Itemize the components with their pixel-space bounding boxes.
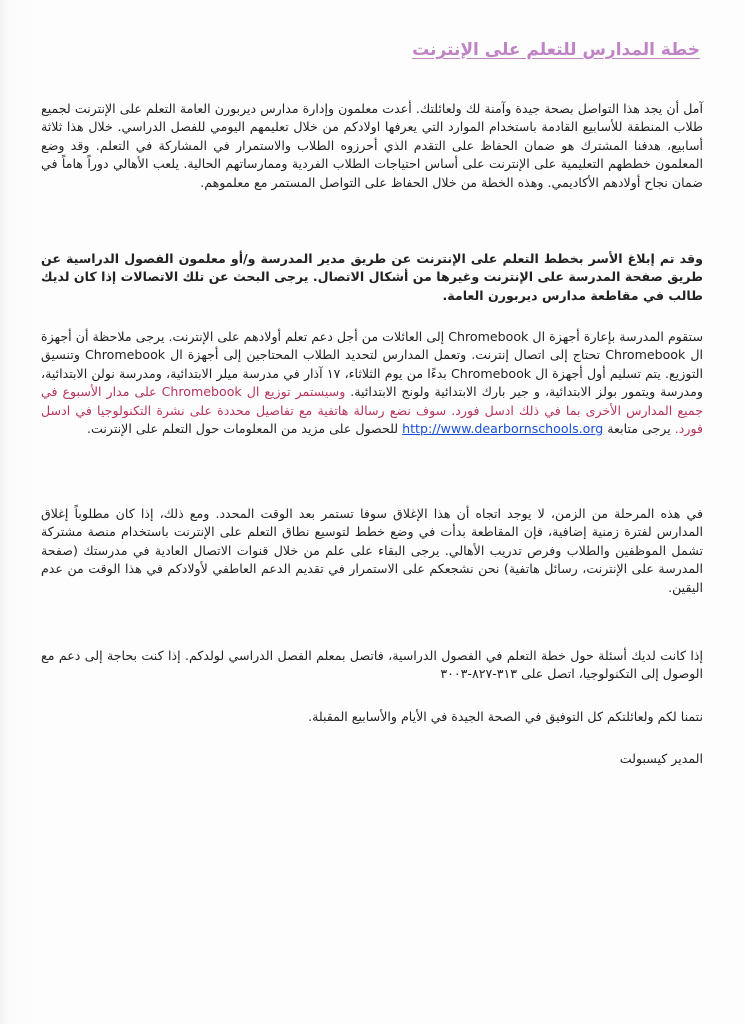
paragraph-chromebook [41,328,703,438]
chromebook-distribution-highlight: وسيستمر توزيع ال Chromebook على مدار الأسبوع في جميع المدارس الأخرى بما في ذلك ادسل فورد. سوف نضع رسالة هاتفية مع تفاصيل محددة على نشرة التكنولوجيا في ادسل فورد. [41,384,703,437]
paragraph-wishes: نتمنا لكم ولعائلتكم كل التوفيق في الصحة الجيدة في الأيام والأسابيع المقبلة. [308,709,703,724]
signature: المدير كيسبولت [619,751,703,766]
district-website-link[interactable]: http://www.dearbornschools.org [402,421,604,437]
paragraph-notification: وقد تم إبلاغ الأسر بخطط التعلم على الإنترنت عن طريق مدير المدرسة و/أو معلمون الفصول الدراسية عن طريق صفحة المدرسة على الإنترنت وغيرها من أشكال الاتصال. يرجى البحث عن تلك الاتصالات إذا كان لديك طالب في مقاطعة مدارس ديربورن العامة. [41,251,703,303]
info-text: للحصول على مزيد من المعلومات حول التعلم على الإنترنت. [87,421,403,437]
follow-text: يرجى متابعة [603,421,675,437]
paragraph-intro: آمل أن يجد هذا التواصل بصحة جيدة وآمنة لك ولعائلتك. أعدت معلمون وإدارة مدارس ديربورن العامة التعلم على الإنترنت لجميع طلاب المنطقة للأسابيع القادمة باستخدام الموارد التي يعرفها اولادكم من خلال تعليمهم اليومي للفصل الدراسي. خلال هذا ثلاثة أسابيع، هدفنا المشترك هو ضمان الحفاظ على التقدم الذي أحرزوه الطلاب والاستمرار في المشاركة في التعلم. وقد وضع المعلمون خططهم التعليمية على الإنترنت على أساس احتياجات الطلاب الفردية وممارساتهم الحالية. يلعب الأهالي دوراً هاماً في ضمان نجاح أولادهم الأكاديمي. وهذه الخطة من خلال الحفاظ على التواصل المستمر مع معلموهم. [41,101,703,190]
document-title: خطة المدارس للتعلم على الإنترنت [412,40,700,60]
paragraph-questions: إذا كانت لديك أسئلة حول خطة التعلم في الفصول الدراسية، فاتصل بمعلم الفصل الدراسي لولدكم. إذا كنت بحاجة إلى دعم مع الوصول إلى التكنولوجيا، اتصل على ٣١٣-٨٢٧-٣٠٠٣ [41,648,703,682]
paragraph-closure: في هذه المرحلة من الزمن، لا يوجد اتجاه أن هذا الإغلاق سوفا تستمر بعد الوقت المحدد. ومع ذلك، إذا كان مطلوباً إغلاق المدارس لفترة زمنية إضافية، فإن المقاطعة بدأت في وضع خطط لتوسيع نطاق التعلم على الإنترنت باستخدام منصة مشتركة تشمل الموظفين والطلاب وفرص تدريب الأهالي. يرجى البقاء على علم من خلال قنوات الاتصال العادية في مدرستك (صفحة المدرسة على الإنترنت، رسائل هاتفية) نحن نشجعكم على الاستمرار في تقديم الدعم العاطفي لأولادكم في هذا الوقت من عدم اليقين. [41,506,703,595]
chromebook-text: ستقوم المدرسة بإعارة أجهزة ال Chromebook إلى العائلات من أجل دعم تعلم أولادهم على الإنترنت. يرجى ملاحظة أن أجهزة ال Chromebook تحتاج إلى اتصال إنترنت. وتعمل المدارس لتحديد الطلاب المحتاجين إلى أجهزة ال Chromebook وتنسيق التوزيع. يتم تسليم أول أجهزة ال Chromebook بدءًا من يوم الثلاثاء، ١٧ آذار في مدرسة ميلر الابتدائية، ومدرسة نولن الابتدائية، ومدرسة ويتمور بولز الابتدائية، و جير بارك الابتدائية ولونج الابتدائية. [41,329,703,400]
